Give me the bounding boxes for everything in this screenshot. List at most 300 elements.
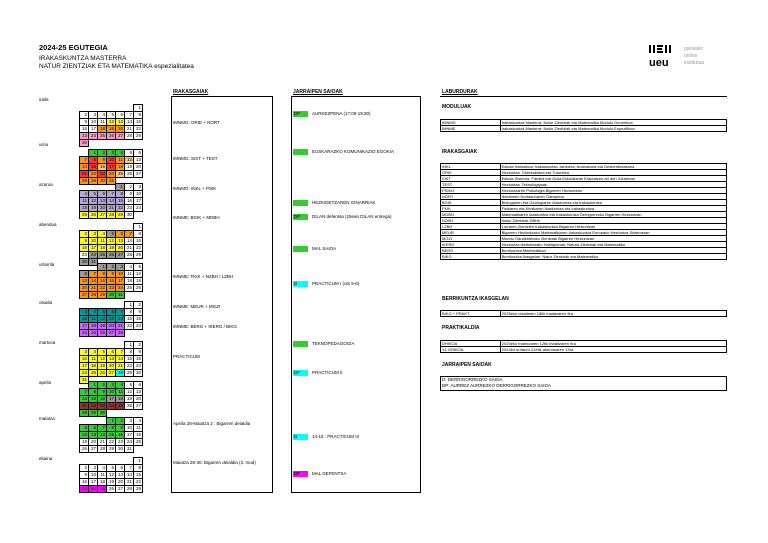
day-cell: 23 — [125, 205, 134, 212]
berrikuntza-table — [440, 310, 727, 317]
week-row — [80, 118, 143, 125]
day-cell: 6 — [134, 382, 143, 389]
week-row — [80, 439, 143, 446]
day-cell: 9 — [98, 156, 107, 163]
day-cell: 19 — [80, 439, 89, 446]
day-cell: 13 — [89, 432, 98, 439]
day-cell: 23 — [134, 323, 143, 330]
day-cell: 15 — [107, 432, 116, 439]
week-row — [80, 252, 143, 259]
moduluak-title: MODULUAK — [442, 104, 472, 110]
day-cell — [134, 410, 143, 417]
day-cell: 15 — [98, 278, 107, 285]
day-cell: 1 — [134, 104, 143, 111]
day-cell: 2 — [134, 302, 143, 309]
day-cell: 15 — [134, 118, 143, 125]
day-cell: 17 — [80, 323, 89, 330]
abbr-code: 12-OHIKOA — [441, 347, 501, 353]
day-cell: 18 — [98, 245, 107, 252]
day-cell: 28 — [116, 330, 125, 337]
abbr-code: LZBH — [441, 224, 501, 230]
day-cell: 1 — [134, 224, 143, 231]
day-cell: 8 — [116, 191, 125, 198]
day-cell: 2 — [107, 264, 116, 271]
day-cell: 17 — [134, 198, 143, 205]
session-tag — [293, 149, 308, 155]
day-cell: 5 — [125, 149, 134, 156]
day-cell: 3 — [116, 264, 125, 271]
day-cell: 25 — [98, 252, 107, 259]
day-cell: 22 — [134, 125, 143, 132]
week-row — [80, 191, 143, 198]
day-cell: 11 — [89, 356, 98, 363]
day-cell: 12 — [125, 389, 134, 396]
day-cell: 25 — [98, 132, 107, 139]
day-cell: 8 — [134, 111, 143, 118]
session-item: MAL DEFENTSA — [312, 471, 347, 476]
day-cell: 16 — [80, 245, 89, 252]
day-cell: 4 — [134, 418, 143, 425]
day-cell: 4 — [98, 231, 107, 238]
abbr-code: NZBH — [441, 218, 501, 224]
specialty-line — [39, 63, 194, 70]
day-cell — [89, 342, 98, 349]
day-cell: 16 — [125, 198, 134, 205]
day-cell: 26 — [80, 446, 89, 453]
day-cell: 1 — [98, 264, 107, 271]
day-cell: 29 — [89, 177, 98, 184]
week-row — [80, 224, 143, 231]
day-cell: 17 — [116, 278, 125, 285]
day-cell — [89, 184, 98, 191]
abbr-code: MGZI — [441, 236, 501, 242]
logo-text — [684, 46, 704, 67]
jarraipen-abbr-box — [440, 376, 727, 391]
day-cell: 13 — [116, 118, 125, 125]
day-cell: 20 — [98, 205, 107, 212]
day-cell: 10 — [80, 316, 89, 323]
week-row — [80, 370, 143, 377]
day-cell: 22 — [125, 363, 134, 370]
subject-item: IMNMG: SIST + TEST — [173, 156, 218, 161]
day-cell: 2 — [134, 342, 143, 349]
day-cell: 8 — [134, 231, 143, 238]
day-cell: 26 — [89, 212, 98, 219]
day-cell: 2 — [116, 418, 125, 425]
abbr-meaning: Eskola Sistema, Familia eta Gizia Eskolabeak Eraldatzen ari den Gizartean — [500, 176, 726, 182]
day-cell: 19 — [107, 479, 116, 486]
abbr-code: MEUR — [441, 230, 501, 236]
day-cell: 13 — [116, 238, 125, 245]
week-row — [80, 432, 143, 439]
week-row — [80, 212, 143, 219]
berrikuntza-title: BERRIKUNTZA IKASGELAN — [442, 296, 509, 302]
session-tag — [293, 341, 308, 347]
day-cell: 20 — [107, 363, 116, 370]
month-label: iraila — [39, 97, 49, 102]
week-row — [80, 363, 143, 370]
subject-item: PRACTICUM — [173, 354, 200, 359]
month-grid — [79, 457, 143, 493]
week-row — [80, 472, 143, 479]
day-cell: 31 — [125, 446, 134, 453]
abbr-code: INKL — [441, 164, 501, 170]
day-cell: 19 — [125, 163, 134, 170]
day-cell — [98, 458, 107, 465]
month-grid — [79, 98, 143, 147]
day-cell — [107, 224, 116, 231]
day-cell: 10 — [89, 238, 98, 245]
day-cell: 3 — [107, 382, 116, 389]
day-cell: 5 — [125, 382, 134, 389]
day-cell — [98, 302, 107, 309]
day-cell: 22 — [98, 285, 107, 292]
week-row — [80, 486, 143, 493]
month-label: otsaila — [39, 300, 53, 305]
day-cell: 14 — [125, 118, 134, 125]
day-cell: 25 — [89, 370, 98, 377]
day-cell: 12 — [107, 118, 116, 125]
day-cell: 9 — [125, 191, 134, 198]
day-cell — [98, 418, 107, 425]
day-cell: 11 — [116, 389, 125, 396]
day-cell: 20 — [134, 396, 143, 403]
abbr-meaning: 2024ko urriaren 21etik abenduaren 13ra — [500, 347, 726, 353]
week-row — [80, 458, 143, 465]
day-cell: 25 — [80, 212, 89, 219]
day-cell: 17 — [89, 245, 98, 252]
day-cell: 7 — [125, 231, 134, 238]
day-cell: 8 — [98, 271, 107, 278]
day-cell: 30 — [80, 139, 89, 146]
month-grid — [79, 417, 143, 453]
day-cell: 25 — [134, 439, 143, 446]
day-cell: 2 — [125, 184, 134, 191]
day-cell — [107, 302, 116, 309]
day-cell: 5 — [80, 425, 89, 432]
day-cell: 29 — [134, 486, 143, 493]
day-cell — [98, 104, 107, 111]
day-cell: 16 — [134, 316, 143, 323]
abbr-code: BIKG + PRAKT — [441, 311, 501, 317]
day-cell: 25 — [116, 403, 125, 410]
jarraipen-header: JARRAIPEN SAIOAK — [293, 89, 343, 95]
day-cell: 9 — [80, 472, 89, 479]
day-cell: 16 — [98, 396, 107, 403]
week-row — [80, 349, 143, 356]
day-cell: 31 — [89, 259, 98, 266]
abbr-meaning: 2025eko otsailaren 18tik maiatzaren 9ra — [500, 311, 726, 317]
day-cell: 24 — [107, 170, 116, 177]
abbr-meaning: Biologiaren eta Geologiaren Ikaskuntza eta Irakaskuntza — [500, 200, 726, 206]
day-cell: 9 — [116, 425, 125, 432]
day-cell: 30 — [98, 410, 107, 417]
day-cell: 18 — [98, 479, 107, 486]
day-cell: 24 — [89, 252, 98, 259]
day-cell: 17 — [107, 163, 116, 170]
week-row — [80, 231, 143, 238]
month-label: maiatza — [39, 416, 55, 421]
abbr-meaning: Heziuntza: Teknologiyaak — [500, 182, 726, 188]
day-cell: 3 — [134, 184, 143, 191]
week-row — [80, 323, 143, 330]
day-cell: 7 — [80, 156, 89, 163]
day-cell: 4 — [116, 149, 125, 156]
day-cell: 27 — [116, 486, 125, 493]
subject-item: Apirila 28-Maiatza 2 : Bigarren deialdia — [173, 421, 251, 426]
abbr-meaning: Heziuntzaren Psikologia Bigarren Heziuntzan — [500, 188, 726, 194]
day-cell: 28 — [116, 370, 125, 377]
day-cell: 8 — [107, 425, 116, 432]
abbr-code: SIST — [441, 176, 501, 182]
day-cell: 16 — [107, 278, 116, 285]
week-row — [80, 245, 143, 252]
day-cell: 29 — [98, 292, 107, 299]
day-cell: 11 — [89, 316, 98, 323]
day-cell: 6 — [80, 271, 89, 278]
day-cell — [116, 458, 125, 465]
abbr-row — [441, 347, 727, 353]
month-grid — [79, 341, 143, 384]
session-item: AURKEZPENA (17:00-19:30) — [312, 111, 371, 116]
day-cell: 24 — [89, 486, 98, 493]
day-cell: 6 — [98, 191, 107, 198]
day-cell: 18 — [89, 363, 98, 370]
subject-item: Maiatza 28-30: Bigarren deialdia (3. mod) — [173, 460, 256, 465]
day-cell: 4 — [89, 309, 98, 316]
month-label: apirila — [39, 380, 52, 385]
laburdurak-rule — [440, 96, 727, 97]
day-cell: 27 — [89, 446, 98, 453]
day-cell: 25 — [98, 486, 107, 493]
month-grid — [79, 223, 143, 266]
day-cell: 22 — [116, 205, 125, 212]
day-cell — [89, 458, 98, 465]
day-cell: 19 — [134, 278, 143, 285]
day-cell: 17 — [89, 125, 98, 132]
week-row — [80, 125, 143, 132]
day-cell: 1 — [134, 458, 143, 465]
day-cell: 6 — [116, 465, 125, 472]
day-cell: 21 — [107, 205, 116, 212]
month-label: martxoa — [39, 340, 56, 345]
day-cell: 11 — [125, 271, 134, 278]
day-cell: 5 — [89, 191, 98, 198]
day-cell — [80, 302, 89, 309]
day-cell: 12 — [107, 472, 116, 479]
session-tag: DP — [293, 111, 308, 117]
abbr-code: PSIKO — [441, 188, 501, 194]
day-cell: 20 — [116, 245, 125, 252]
day-cell: 24 — [116, 285, 125, 292]
irakasgaiak-header: IRAKASGAIAK — [173, 89, 209, 95]
day-cell: 5 — [134, 264, 143, 271]
day-cell: 1 — [125, 342, 134, 349]
abbr-meaning: Irakaskuntza Masterra: Natur Zientziak eta Matematika Modulu Generikoa — [500, 120, 726, 126]
day-cell — [125, 330, 134, 337]
specialty-name: NATUR ZIENTZIAK ETA MATEMATIKA — [39, 63, 153, 70]
day-cell: 14 — [116, 356, 125, 363]
abbr-code: IMNME — [441, 126, 501, 132]
day-cell: 15 — [125, 316, 134, 323]
day-cell: 1 — [125, 302, 134, 309]
day-cell: 7 — [116, 309, 125, 316]
day-cell: 7 — [98, 425, 107, 432]
day-cell: 16 — [80, 479, 89, 486]
day-cell: 13 — [134, 389, 143, 396]
day-cell: 8 — [89, 389, 98, 396]
day-cell: 4 — [98, 111, 107, 118]
day-cell: 30 — [134, 370, 143, 377]
day-cell: 9 — [98, 389, 107, 396]
month-grid — [79, 301, 143, 337]
day-cell — [116, 302, 125, 309]
day-cell: 2 — [80, 231, 89, 238]
irakasgaiak-abbr-title: IRAKASGAIAK — [442, 149, 478, 155]
week-row — [80, 264, 143, 271]
day-cell: 25 — [125, 285, 134, 292]
month-label: azaroa — [39, 182, 53, 187]
day-cell: 26 — [125, 403, 134, 410]
program-name: IRAKASKUNTZA MASTERRA — [39, 55, 127, 62]
day-cell: 18 — [116, 396, 125, 403]
day-cell: 5 — [107, 231, 116, 238]
day-cell — [125, 292, 134, 299]
week-row — [80, 238, 143, 245]
day-cell: 5 — [107, 465, 116, 472]
day-cell: 10 — [107, 389, 116, 396]
day-cell: 15 — [134, 238, 143, 245]
day-cell — [134, 292, 143, 299]
month-grid — [79, 183, 143, 219]
day-cell: 2 — [98, 149, 107, 156]
day-cell: 3 — [89, 231, 98, 238]
session-tag: DP — [293, 214, 308, 220]
session-item: EUSKARAZKO KOMUNIKAZIO EGOKIA — [312, 149, 395, 154]
month-label: abendua — [39, 222, 57, 227]
abbr-code: DHIKOA — [441, 341, 501, 347]
day-cell: 23 — [80, 252, 89, 259]
day-cell: 3 — [80, 349, 89, 356]
day-cell: 28 — [125, 132, 134, 139]
day-cell — [134, 212, 143, 219]
subject-item: IMNME: MEUR + MGZI — [173, 304, 221, 309]
day-cell: 7 — [107, 191, 116, 198]
day-cell: 18 — [80, 205, 89, 212]
day-cell — [107, 342, 116, 349]
abbr-meaning: Berrikuntza Ikasgelan: Natur Zientziak eta Matematika — [500, 254, 726, 260]
session-item: 14-15 : PRACTICUM III — [312, 434, 360, 439]
day-cell: 8 — [89, 156, 98, 163]
day-cell: 4 — [116, 382, 125, 389]
abbr-code: MDBH — [441, 212, 501, 218]
day-cell: 11 — [80, 198, 89, 205]
day-cell: 27 — [134, 403, 143, 410]
day-cell: 2 — [80, 111, 89, 118]
day-cell: 14 — [80, 396, 89, 403]
week-row — [80, 479, 143, 486]
month-label: ekaina — [39, 456, 53, 461]
day-cell: 3 — [89, 111, 98, 118]
day-cell: 13 — [107, 316, 116, 323]
day-cell: 5 — [98, 309, 107, 316]
day-cell: 23 — [80, 486, 89, 493]
day-cell: 26 — [134, 285, 143, 292]
day-cell: 9 — [134, 309, 143, 316]
day-cell: 28 — [107, 212, 116, 219]
abbr-code: BIKG — [441, 254, 501, 260]
day-cell: 7 — [89, 271, 98, 278]
abbr-meaning: Matematikaren Ikaskuntza eta Irakaskuntza Derrigorrezko Bigarren Heziuntzan — [500, 212, 726, 218]
day-cell — [134, 330, 143, 337]
day-cell: 14 — [107, 198, 116, 205]
day-cell: 14 — [125, 238, 134, 245]
month-grid — [79, 381, 143, 417]
day-cell: 9 — [134, 349, 143, 356]
abbr-meaning: Natur Zientziak DBHn — [500, 218, 726, 224]
week-row — [80, 382, 143, 389]
day-cell: 11 — [134, 425, 143, 432]
day-cell: 15 — [89, 396, 98, 403]
day-cell: 24 — [89, 132, 98, 139]
day-cell: 2 — [80, 465, 89, 472]
day-cell: 21 — [80, 170, 89, 177]
day-cell — [125, 104, 134, 111]
week-row — [80, 389, 143, 396]
day-cell: 1 — [89, 382, 98, 389]
day-cell: 2 — [98, 382, 107, 389]
abbr-code: BERG — [441, 248, 501, 254]
day-cell: 12 — [125, 156, 134, 163]
abbr-meaning: Lurraren Zientzien Irakaskuntza Bigarren Heziuntzan — [500, 224, 726, 230]
abbr-meaning: Irakaskuntza Masterra: Natur Zientziak eta Matematika Modulu Espezifikoa — [500, 126, 726, 132]
week-row — [80, 205, 143, 212]
day-cell: 31 — [80, 377, 89, 384]
day-cell: 6 — [116, 231, 125, 238]
day-cell — [116, 104, 125, 111]
day-cell: 28 — [89, 292, 98, 299]
day-cell: 9 — [80, 118, 89, 125]
day-cell: 13 — [116, 472, 125, 479]
day-cell — [89, 104, 98, 111]
day-cell: 26 — [107, 252, 116, 259]
day-cell: 21 — [125, 245, 134, 252]
session-tag: DP — [293, 471, 308, 477]
calendar-title: 2024-25 EGUTEGIA — [39, 43, 108, 52]
day-cell: 19 — [98, 363, 107, 370]
day-cell: 22 — [134, 245, 143, 252]
day-cell — [80, 264, 89, 271]
day-cell: 16 — [98, 163, 107, 170]
month-grid — [79, 263, 143, 299]
day-cell: 6 — [107, 349, 116, 356]
day-cell: 10 — [125, 425, 134, 432]
day-cell: 30 — [80, 259, 89, 266]
day-cell: 7 — [116, 349, 125, 356]
abbr-meaning: Heziuntza Ikerketarako Hastapenak: Natura Zientziak eta Matematika — [500, 242, 726, 248]
day-cell: 14 — [116, 316, 125, 323]
abbr-code: TEST — [441, 182, 501, 188]
subject-item: IMNME: BERG + IKERG / BIKG — [173, 324, 237, 329]
day-cell — [116, 224, 125, 231]
day-cell: 22 — [107, 439, 116, 446]
week-row — [80, 285, 143, 292]
day-cell: 14 — [98, 432, 107, 439]
day-cell: 3 — [125, 418, 134, 425]
week-row — [80, 104, 143, 111]
abbr-meaning: Ikerabeen Nortasunaren Garapena — [500, 194, 726, 200]
day-cell: 18 — [98, 125, 107, 132]
